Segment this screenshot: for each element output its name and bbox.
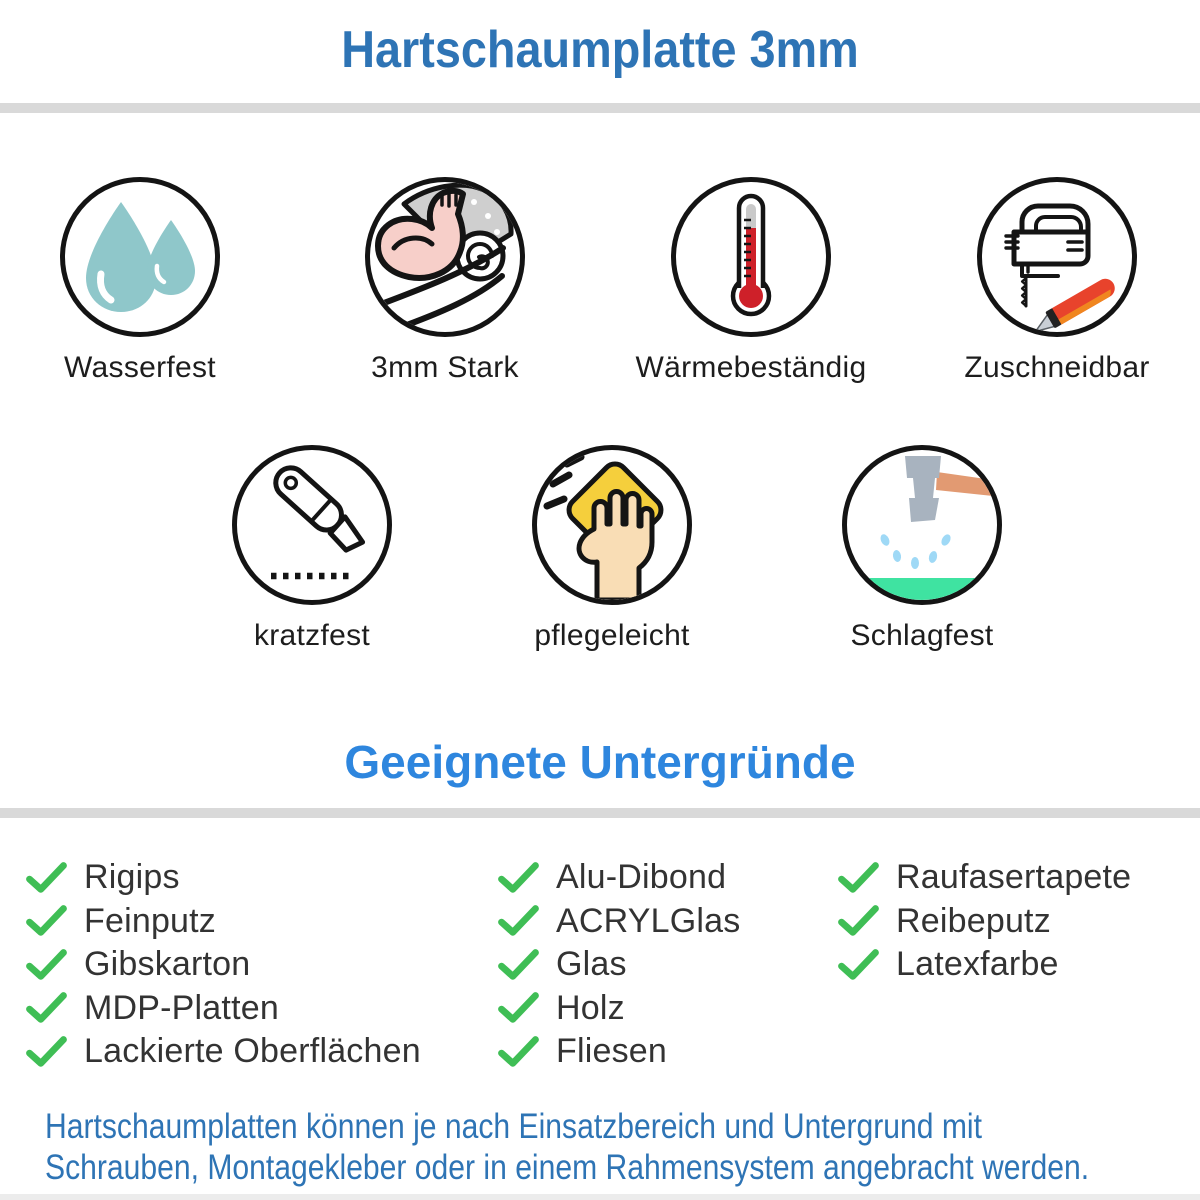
cleaning-hand-icon: [532, 445, 692, 605]
substrate-label: Holz: [556, 988, 625, 1027]
hammer-icon: [842, 445, 1002, 605]
divider: [0, 1194, 1200, 1200]
substrate-label: Raufasertapete: [896, 858, 1132, 897]
substrate-column-1: [26, 856, 421, 1074]
section-title: Geeignete Untergründe: [344, 736, 856, 788]
substrate-item: [26, 1030, 421, 1074]
check-icon: [26, 904, 67, 938]
footnote: [45, 1106, 1089, 1188]
substrate-label: Fliesen: [556, 1032, 668, 1071]
check-icon: [838, 861, 879, 895]
substrate-column-2: [498, 856, 740, 1074]
jigsaw-cutter-icon: [977, 177, 1137, 337]
check-icon: [498, 1035, 539, 1069]
check-icon: [498, 948, 539, 982]
substrate-item: [26, 900, 421, 944]
feature-label: kratzfest: [253, 619, 371, 652]
substrate-item: [838, 900, 1131, 944]
substrate-item: [26, 856, 421, 900]
feature-pflegeleicht: [512, 445, 712, 653]
substrate-item: [498, 943, 740, 987]
feature-label: Wärmebeständig: [635, 351, 867, 384]
check-icon: [838, 904, 879, 938]
feature-3mm-stark: [345, 177, 545, 385]
feature-label: Schlagfest: [850, 619, 994, 652]
feature-schlagfest: [822, 445, 1022, 653]
feature-zuschneidbar: [957, 177, 1157, 385]
substrate-label: Reibeputz: [896, 901, 1051, 940]
check-icon: [26, 861, 67, 895]
substrate-item: [838, 856, 1131, 900]
substrate-column-3: [838, 856, 1131, 987]
feature-label: Wasserfest: [64, 351, 216, 384]
utility-knife-icon: [232, 445, 392, 605]
divider: [0, 103, 1200, 113]
check-icon: [838, 948, 879, 982]
feature-waermebestaendig: [635, 177, 867, 385]
water-drops-icon: [60, 177, 220, 337]
substrate-item: [26, 943, 421, 987]
check-icon: [26, 991, 67, 1025]
feature-wasserfest: [40, 177, 240, 385]
check-icon: [498, 904, 539, 938]
substrate-item: [498, 987, 740, 1031]
check-icon: [498, 991, 539, 1025]
check-icon: [26, 948, 67, 982]
substrate-label: Glas: [556, 945, 627, 984]
substrate-item: [498, 1030, 740, 1074]
check-icon: [498, 861, 539, 895]
footnote-line-1: Hartschaumplatten können je nach Einsatzbereich und Untergrund mit: [45, 1107, 982, 1146]
substrate-item: [498, 900, 740, 944]
substrate-label: Feinputz: [84, 901, 217, 940]
substrate-item: [838, 943, 1131, 987]
feature-label: Zuschneidbar: [964, 351, 1150, 384]
substrate-label: Rigips: [84, 858, 180, 897]
footnote-line-2: Schrauben, Montagekleber oder in einem Rahmensystem angebracht werden.: [45, 1148, 1090, 1187]
substrate-label: MDP-Platten: [84, 988, 279, 1027]
substrate-label: Gibskarton: [84, 945, 251, 984]
muscle-arm-icon: [365, 177, 525, 337]
substrate-item: [498, 856, 740, 900]
feature-label: pflegeleicht: [534, 619, 690, 652]
check-icon: [26, 1035, 67, 1069]
substrate-label: ACRYLGlas: [556, 901, 741, 940]
feature-label: 3mm Stark: [371, 351, 519, 384]
substrate-label: Latexfarbe: [896, 945, 1059, 984]
thermometer-icon: [671, 177, 831, 337]
page-title: Hartschaumplatte 3mm: [341, 21, 859, 79]
feature-kratzfest: [212, 445, 412, 653]
substrate-label: Lackierte Oberflächen: [84, 1032, 421, 1071]
substrate-item: [26, 987, 421, 1031]
divider: [0, 808, 1200, 818]
substrate-label: Alu-Dibond: [556, 858, 727, 897]
